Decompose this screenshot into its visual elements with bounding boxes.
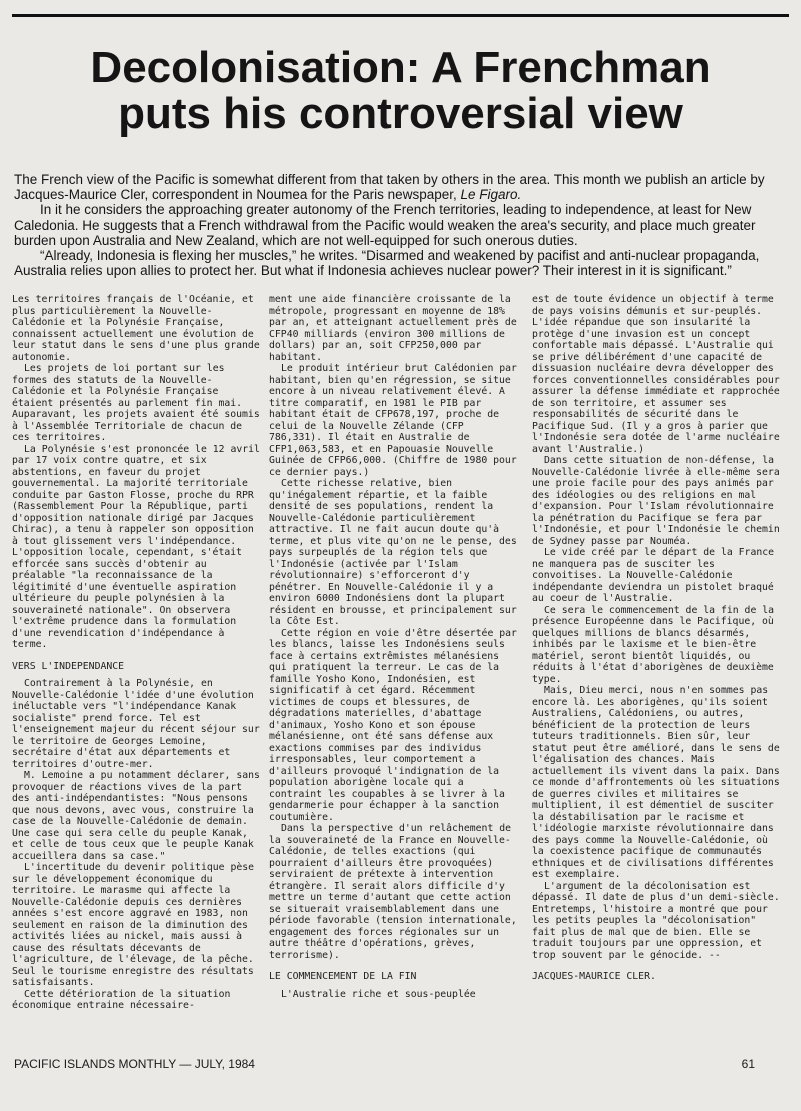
title-line-1: Decolonisation: A Frenchman — [90, 43, 711, 92]
article-title — [20, 45, 781, 137]
paragraph: Cette richesse relative, bien qu'inégalement répartie, et la faible densité de ses populations, rendent la Nouvelle-Calédonie particulièrement attractive. Il ne fait aucun doute qu'à terme, et plus vite qu'on ne le pense, des pays surpeuplés de la région tels que l'Indonésie (activée par l'Islam révolutionnaire) s'efforceront d'y pénétrer. En Nouvelle-Calédonie il y a environ 6000 Indonésiens dont la plupart résident en brousse, et principalement sur la Côte Est. — [269, 478, 517, 627]
paragraph: Le vide créé par le départ de la France ne manquera pas de susciter les convoitises. La Nouvelle-Calédonie indépendante deviendra un pistolet braqué au coeur de l'Australie. — [532, 547, 775, 604]
paragraph: Mais, Dieu merci, nous n'en sommes pas encore là. Les aborigènes, qu'ils soient Australiens, Calédoniens, ou autres, bénéficient de la protection de leurs tuteurs traditionnels. Bien sûr, leur statut peut être amélioré, dans le sens de l'égalisation des chances. Mais actuellement ils vivent dans la paix. Dans ce monde d'affrontements où les situations de guerres civiles et militaires se multiplient, il est démentiel de susciter la déstabilisation par le racisme et l'idéologie marxiste révolutionnaire dans des pays comme la Nouvelle-Calédonie, où la coexistence pacifique de communautés ethniques et de civilisations différentes est exemplaire. — [532, 685, 780, 880]
intro-paragraph-2: In it he considers the approaching greater autonomy of the French territories, leading to independence, at least for New Caledonia. He suggests that a French withdrawal from the Pacific would weaken the area's security, and place much greater burden upon Australia and New Zealand, which are not well-equipped for such onerous duties. — [14, 202, 756, 248]
paragraph: L'incertitude du devenir politique pèse sur le développement économique du territoire. Le marasme qui affecte la Nouvelle-Calédonie depuis ces dernières années s'est encore aggravé en 1983, non seulement en raison de la diminution des activités liées au nickel, mais aussi à cause des résultats décevants de l'agriculture, de l'élevage, de la pêche. Seul le tourisme enregistre des résultats satisfaisants. — [12, 862, 255, 988]
paragraph: La Polynésie s'est prononcée le 12 avril par 17 voix contre quatre, et six abstentions, en faveur du projet gouvernemental. La majorité territoriale conduite par Gaston Flosse, proche du RPR (Rassemblement Pour la République, parti d'opposition nationale dirigé par Jacques Chirac), a tenu à rappeler son opposition à tout glissement vers l'indépendance. L'opposition locale, cependant, s'était efforcée sans succès d'obtenir au préalable "la reconnaissance de la légitimité d'une éventuelle aspiration ultérieure du peuple polynésien à la souveraineté nationale". On observera l'extrême prudence dans la formulation d'une revendication d'indépendance à terme. — [12, 443, 260, 650]
column-3 — [532, 294, 782, 989]
intro-paragraph-1 — [14, 172, 786, 202]
paragraph: Ce sera le commencement de la fin de la présence Européenne dans le Pacifique, où quelques millions de blancs désarmés, inhibés par le laxisme et le bien-être matériel, seront bientôt liquidés, ou réduits à l'état d'aborigènes de deuxième type. — [532, 604, 775, 685]
paragraph: ment une aide financière croissante de la métropole, progressant en moyenne de 18% par an, et atteignant actuellement près de CFP40 milliards (environ 300 millions de dollars) par an, soit CFP250,000 par habitant. — [269, 294, 517, 363]
intro-text: The French view of the Pacific is somewhat different from that taken by others in the area. This month we publish an article by Jacques-Maurice Cler, correspondent in Noumea for the Paris newspaper, — [14, 172, 765, 203]
top-rule — [12, 14, 789, 17]
paragraph: est de toute évidence un objectif à terme de pays voisins démunis et sur-peuplés. L'idée répandue que son insularité la protège d'une invasion est un concept confortable mais dépassé. L'Australie qui se prive délibérément d'une capacité de dissuasion nucléaire devra développer des forces conventionnelles considérables pour assurer la défense immédiate et rapprochée de son territoire, et assumer ses responsabilités de sécurité dans le Pacifique Sud. (Il y a gros à parier que l'Indonésie sera dotée de l'arme nucléaire avant l'Australie.) — [532, 294, 780, 455]
intro-standfirst — [14, 172, 786, 278]
paragraph: Contrairement à la Polynésie, en Nouvelle-Calédonie l'idée d'une évolution inéluctable vers "l'indépendance Kanak socialiste" prend force. Tel est l'enseignement majeur du récent séjour sur le territoire de Georges Lemoine, secrétaire d'état aux départements et territoires d'outre-mer. — [12, 678, 260, 770]
paragraph: Cette détérioration de la situation économique entraine nécessaire- — [12, 988, 231, 1011]
paragraph: Dans cette situation de non-défense, la Nouvelle-Calédonie livrée à elle-même sera une proie facile pour des pays animés par des idéologies ou des religions en mal d'expansion. Pour l'Islam révolutionnaire la pénétration du Pacifique se fera par l'Indonésie, et pour l'Indonésie le chemin de Sydney passe par Nouméa. — [532, 455, 780, 547]
column-1 — [12, 294, 262, 1012]
paragraph: Cette région en voie d'être désertée par les blancs, laisse les Indonésiens seuls face à certains extrêmistes mélanésiens qui pratiquent la terreur. Le cas de la famille Yosho Kono, Indonésien, est significatif à cet égard. Récemment victimes de coups et blessures, de dégradations materielles, d'abattage d'animaux, Yosho Kono et son épouse mélanésienne, ont été sans défense aux exactions commises par des individus irresponsables, leur comportement a d'ailleurs provoqué l'indignation de la population aborigène locale qui a contraint les coupables à se livrer à la gendarmerie pour échapper à la sanction coutumière. — [269, 627, 517, 823]
title-line-2: puts his controversial view — [118, 89, 683, 138]
paragraph: Dans la perspective d'un relâchement de la souveraineté de la France en Nouvelle-Calédonie, de telles exactions (qui pourraient d'ailleurs être provoquées) serviraient de prétexte à intervention étrangère. Il serait alors difficile d'y mettre un terme d'autant que cette action se situerait vraisemblablement dans une période favorable (tension internationale, engagement des forces régionales sur un autre théâtre d'opérations, grèves, terrorisme). — [269, 823, 517, 961]
intro-paragraph-3: “Already, Indonesia is flexing her muscles,” he writes. “Disarmed and weakened by pacifist and anti-nuclear propaganda, Australia relies upon allies to protect her. But what if Indonesia achieves nuclear power? Their interest in it is significant.” — [14, 248, 760, 279]
paragraph: L'argument de la décolonisation est dépassé. Il date de plus d'un demi-siècle. Entretemps, l'histoire a montré que pour les petits peuples la "décolonisation" fait plus de mal que de bien. Elle se traduit toujours par une oppression, et trop souvent par le génocide. -- — [532, 880, 780, 961]
section-heading: VERS L'INDEPENDANCE — [12, 660, 125, 672]
paragraph: L'Australie riche et sous-peuplée — [281, 988, 476, 1000]
paragraph: Les territoires français de l'Océanie, et plus particulièrement la Nouvelle-Calédonie et la Polynésie Française, connaissent actuellement une évolution de leur statut dans le sens d'une plus grande autonomie. — [12, 294, 260, 363]
author-signature: JACQUES-MAURICE CLER. — [532, 971, 656, 982]
article-body — [12, 294, 787, 1046]
paragraph: M. Lemoine a pu notamment déclarer, sans provoquer de réactions vives de la part des anti-indépendantistes: "Nous pensons que nous devons, avec vous, construire la case de la Nouvelle-Calédonie de demain. Une case qui sera celle du peuple Kanak, et celle de tous ceux que le peuple Kanak accueillera dans sa case." — [12, 770, 260, 862]
column-2 — [269, 294, 519, 1000]
page-number: 61 — [741, 1057, 755, 1071]
paragraph: Le produit intérieur brut Calédonien par habitant, bien qu'en régression, se situe encore à un niveau relativement élevé. A titre comparatif, en 1981 le PIB par habitant était de CFP678,197, proche de celui de la Nouvelle Zélande (CFP 786,331). Il était en Australie de CFP1,063,583, et en Papouasie Nouvelle Guinée de CFP66,000. (Chiffre de 1980 pour ce dernier pays.) — [269, 363, 517, 478]
publication-line: PACIFIC ISLANDS MONTHLY — JULY, 1984 — [14, 1057, 255, 1071]
newspaper-name: Le Figaro. — [460, 187, 522, 203]
paragraph: Les projets de loi portant sur les formes des statuts de la Nouvelle-Calédonie et la Polynésie Française étaient présentés au parlement fin mai. Auparavant, les projets avaient été soumis à l'Assemblée Territoriale de chacun de ces territoires. — [12, 363, 260, 443]
section-heading: LE COMMENCEMENT DE LA FIN — [269, 971, 417, 982]
